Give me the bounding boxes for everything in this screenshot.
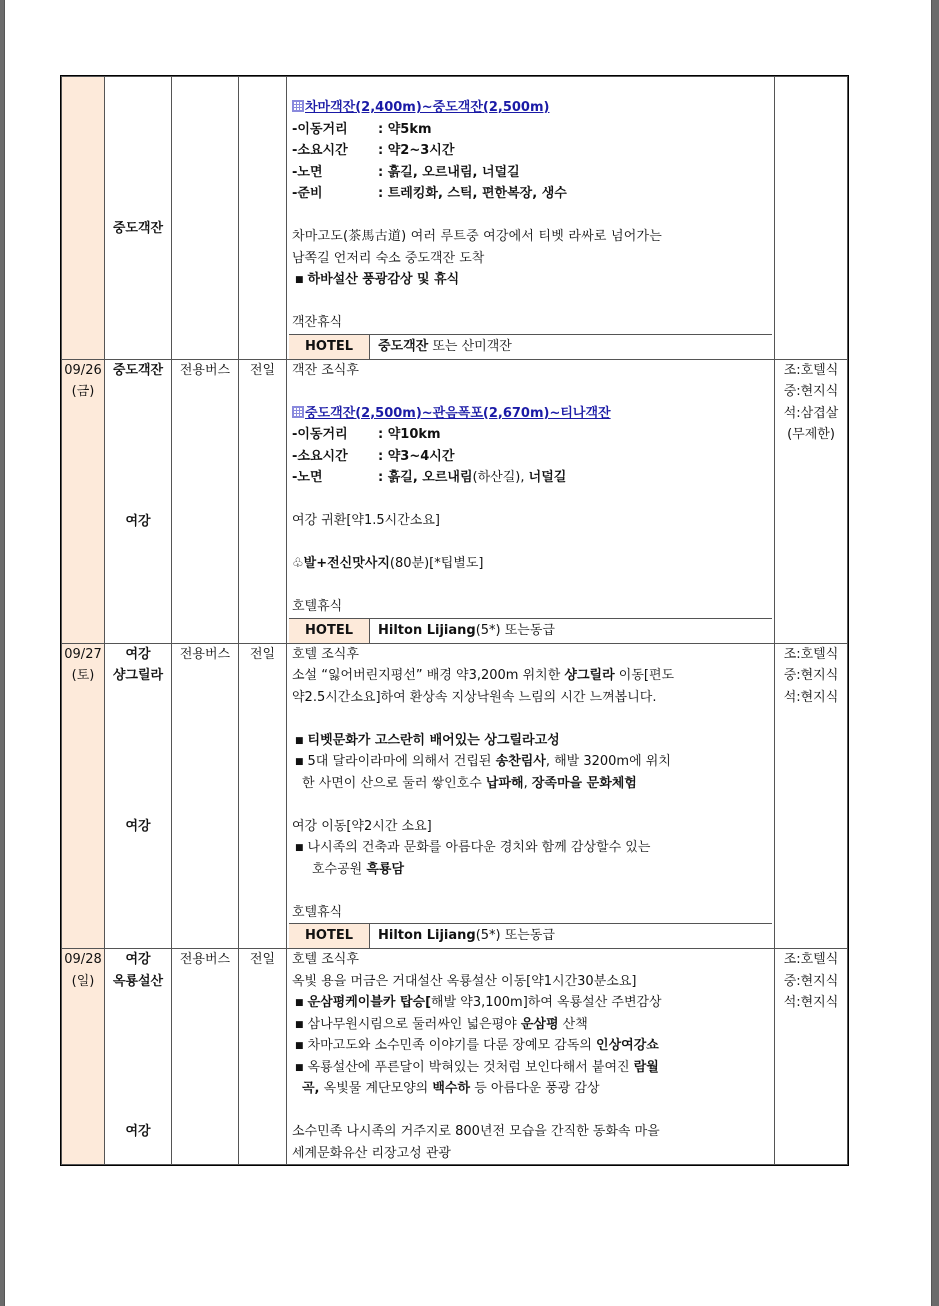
intro-text: 소설 “잃어버린지평선” 배경 약3,200m 위치한 — [292, 668, 565, 683]
place-name: 여강 — [125, 1124, 151, 1139]
bullet-square-icon: ■ — [295, 757, 304, 767]
bullet-text: , — [523, 775, 532, 791]
detail-label: -이동거리 — [292, 121, 348, 137]
detail-label: -노면 — [292, 470, 323, 485]
intro-text: 이동[편도 — [614, 668, 675, 683]
bullet-square-icon: ■ — [295, 998, 304, 1008]
schedule-cell — [287, 643, 775, 949]
hotel-alt: (5*) 또는동급 — [475, 928, 555, 943]
hotel-row — [289, 923, 772, 948]
table-row — [62, 77, 848, 360]
description: 소수민족 나시족의 거주지로 800년전 모습을 간직한 동화속 마을 — [292, 1124, 660, 1139]
bullet-bold: 람월 — [633, 1059, 659, 1075]
meal-item: 조:호텔식 — [783, 952, 839, 967]
breakfast-text: 호텔 조식후 — [292, 646, 359, 662]
detail-value: : 약2~3시간 — [378, 143, 455, 158]
description: 남쪽길 언저리 숙소 중도객잔 도착 — [292, 250, 485, 266]
bullet-text: 옥룡설산에 푸른달이 박혀있는 것처럼 보인다해서 붙여진 — [307, 1059, 634, 1075]
bullet-bold: 백수하 — [432, 1081, 471, 1096]
weekday-text: (금) — [71, 384, 95, 399]
bullet-square-icon: ■ — [295, 1019, 304, 1030]
itinerary-table — [60, 75, 849, 1166]
rest-text: 객잔휴식 — [292, 315, 343, 330]
transport-cell — [172, 77, 239, 360]
detail-label: -노면 — [292, 164, 323, 180]
bullet-text: 한 사면이 산으로 둘러 쌓인호수 — [302, 775, 486, 791]
move-text: 여강 이동[약2시간 소요] — [292, 818, 432, 834]
bullet-text: 호수공원 — [312, 861, 367, 877]
bullet-square-icon: ■ — [295, 275, 304, 285]
weekday-text: (토) — [71, 668, 95, 683]
place-name: 옥룡설산 — [112, 973, 164, 989]
time-cell — [239, 77, 287, 360]
massage-note: (80분)[*팁별도] — [389, 556, 484, 571]
place-name: 여강 — [125, 514, 151, 529]
bullet-text: 해발 약3,100m]하여 옥룡설산 주변감상 — [431, 995, 662, 1010]
place-name: 중도객잔 — [112, 221, 164, 236]
bullet-text: 5대 달라이라마에 의해서 건립된 — [307, 754, 496, 769]
date-cell — [62, 643, 105, 949]
place-name: 샹그릴라 — [112, 668, 164, 683]
meal-item: (무제한) — [787, 427, 835, 442]
line-text: 옥빛 용을 머금은 거대설산 옥룡설산 이동[약1시간30분소요] — [292, 973, 637, 989]
bullet-square-icon: ■ — [295, 1041, 304, 1051]
schedule-cell — [287, 949, 775, 1165]
time-cell: 전일 — [239, 643, 287, 949]
bullet-square-icon: ■ — [295, 735, 304, 746]
place-cell — [105, 359, 172, 643]
hotel-name: Hilton Lijiang — [378, 622, 476, 638]
rest-text: 호텔휴식 — [292, 904, 343, 920]
detail-label: -이동거리 — [292, 427, 348, 442]
detail-extra-bold: 너덜길 — [528, 470, 567, 485]
meal-item: 조:호텔식 — [783, 646, 839, 662]
detail-value: : 흙길, 오르내림, 너덜길 — [378, 164, 520, 180]
bullet-bold: 흑룡담 — [366, 861, 405, 877]
bullet-text: 산책 — [558, 1016, 588, 1032]
detail-extra: (하산길), — [472, 470, 529, 485]
detail-label: -준비 — [292, 186, 323, 201]
schedule-cell — [287, 77, 775, 360]
bullet-bold: 인상여강쇼 — [596, 1038, 659, 1053]
return-text: 여강 귀환[약1.5시간소요] — [292, 513, 440, 528]
hotel-label: HOTEL — [289, 924, 370, 948]
description: 세계문화유산 리장고성 관광 — [292, 1145, 451, 1161]
document-page — [4, 0, 932, 1306]
detail-value: : 약10km — [378, 427, 441, 442]
bullet-bold: 운삼평케이블카 탑승[ — [307, 995, 432, 1010]
meal-cell — [775, 359, 848, 643]
meal-item: 중:현지식 — [783, 973, 839, 989]
place-name: 여강 — [125, 818, 151, 834]
bullet-square-icon: ■ — [295, 1062, 304, 1073]
place-name: 여강 — [125, 952, 151, 967]
clover-icon: ♧ — [292, 556, 304, 571]
rest-text: 호텔휴식 — [292, 599, 343, 614]
detail-value: : 흙길, 오르내림 — [378, 470, 473, 485]
meal-item: 중:현지식 — [783, 384, 839, 399]
bullet-bold: 송찬림사 — [495, 754, 546, 769]
bullet-bold: 납파해 — [485, 775, 524, 791]
meal-item: 석:삼겹살 — [783, 405, 839, 421]
bullet-text: 등 아름다운 풍광 감상 — [470, 1081, 600, 1096]
date-cell — [62, 359, 105, 643]
date-text: 09/28 — [64, 952, 102, 967]
hotel-name: Hilton Lijiang — [378, 928, 476, 943]
meal-cell — [775, 643, 848, 949]
place-name: 중도객잔 — [112, 362, 164, 378]
date-cell — [62, 77, 105, 360]
meal-item: 중:현지식 — [783, 668, 839, 683]
time-cell: 전일 — [239, 949, 287, 1165]
meal-cell — [775, 949, 848, 1165]
bullet-text: 나시족의 건축과 문화를 아름다운 경치와 함께 감상할수 있는 — [307, 840, 651, 855]
date-text: 09/27 — [64, 646, 102, 662]
meal-item: 석:현지식 — [783, 689, 839, 705]
hotel-alt: 또는 산미객잔 — [428, 338, 512, 354]
meal-item: 석:현지식 — [783, 995, 839, 1010]
intro-text: 약2.5시간소요]하여 환상속 지상낙원속 느림의 시간 느껴봅니다. — [292, 689, 657, 705]
date-cell — [62, 949, 105, 1165]
place-cell — [105, 949, 172, 1165]
bullet-bold: 장족마을 문화체험 — [531, 775, 637, 791]
bullet-text: , 해발 3200m에 위치 — [545, 754, 671, 769]
detail-value: : 약3~4시간 — [378, 448, 455, 464]
bullet-square-icon: ■ — [295, 843, 304, 853]
hotel-row — [289, 334, 772, 359]
hotel-row — [289, 618, 772, 643]
time-cell: 전일 — [239, 359, 287, 643]
bullet-text: 옥빛물 계단모양의 — [319, 1081, 433, 1096]
intro-bold: 샹그릴라 — [564, 668, 615, 683]
transport-cell: 전용버스 — [172, 359, 239, 643]
schedule-cell — [287, 359, 775, 643]
detail-value: : 트레킹화, 스틱, 편한복장, 생수 — [378, 186, 567, 201]
bullet-text: 삼나무원시림으로 둘러싸인 넓은평야 — [307, 1016, 521, 1032]
route-title[interactable]: 중도객잔(2,500m)~관음폭포(2,670m)~티나객잔 — [305, 405, 611, 421]
description: 차마고도(茶馬古道) 여러 루트중 여강에서 티벳 라싸로 넘어가는 — [292, 229, 663, 244]
hotel-label: HOTEL — [289, 335, 370, 359]
table-row — [62, 359, 848, 643]
bullet-bold: 곡, — [302, 1081, 320, 1096]
transport-cell: 전용버스 — [172, 949, 239, 1165]
meal-item: 조:호텔식 — [783, 362, 839, 378]
place-cell — [105, 77, 172, 360]
bullet-text: 차마고도와 소수민족 이야기를 다룬 장예모 감독의 — [307, 1038, 597, 1053]
bullet-text: 티벳문화가 고스란히 배어있는 상그릴라고성 — [307, 732, 560, 748]
place-cell — [105, 643, 172, 949]
bullet-text: 하바설산 풍광감상 및 휴식 — [307, 272, 460, 287]
date-text: 09/26 — [64, 362, 102, 378]
massage-title: 발+전신맛사지 — [303, 556, 390, 571]
place-name: 여강 — [125, 646, 151, 662]
detail-value: : 약5km — [378, 121, 432, 137]
detail-label: -소요시간 — [292, 143, 348, 158]
meal-cell — [775, 77, 848, 360]
table-row — [62, 643, 848, 949]
detail-label: -소요시간 — [292, 448, 348, 464]
hotel-name: 중도객잔 — [378, 338, 429, 354]
transport-cell: 전용버스 — [172, 643, 239, 949]
table-row — [62, 949, 848, 1165]
grid-square-icon — [292, 406, 304, 418]
route-title[interactable]: 차마객잔(2,400m)~중도객잔(2,500m) — [305, 100, 550, 115]
breakfast-text: 객잔 조식후 — [292, 362, 359, 378]
grid-square-icon — [292, 100, 304, 112]
hotel-label: HOTEL — [289, 619, 370, 643]
breakfast-text: 호텔 조식후 — [292, 952, 359, 967]
bullet-bold: 운삼평 — [520, 1016, 559, 1032]
hotel-alt: (5*) 또는동급 — [475, 622, 555, 638]
weekday-text: (일) — [71, 973, 95, 989]
